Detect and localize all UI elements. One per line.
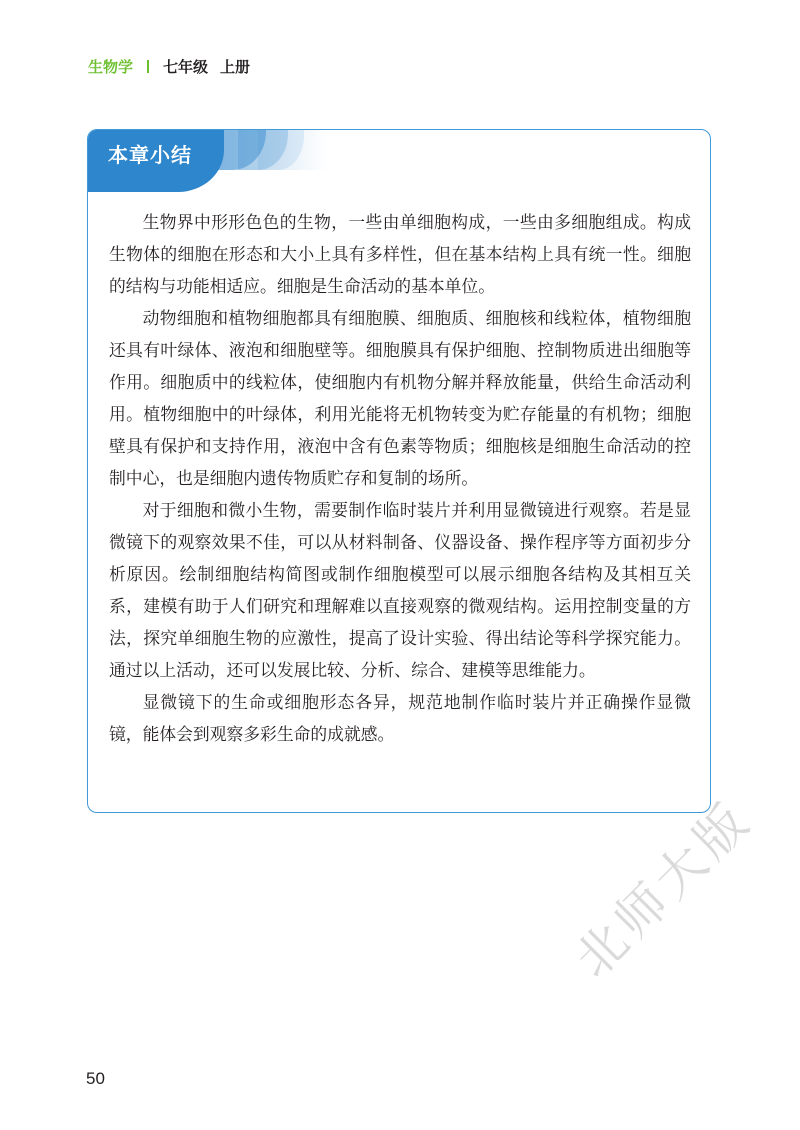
chapter-summary-box: [87, 129, 711, 813]
subject-name: 生物学: [88, 57, 134, 76]
summary-paragraph: 对于细胞和微小生物，需要制作临时装片并利用显微镜进行观察。若是显微镜下的观察效果不佳，可以从材料制备、仪器设备、操作程序等方面初步分析原因。绘制细胞结构简图或制作细胞模型可以展示细胞各结构及其相互关系，建模有助于人们研究和理解难以直接观察的微观结构。运用控制变量的方法，探究单细胞生物的应激性，提高了设计实验、得出结论等科学探究能力。通过以上活动，还可以发展比较、分析、综合、建模等思维能力。: [109, 500, 691, 680]
summary-title: 本章小结: [108, 143, 192, 167]
summary-paragraph: 生物界中形形色色的生物，一些由单细胞构成，一些由多细胞组成。构成生物体的细胞在形态和大小上具有多样性，但在基本结构上具有统一性。细胞的结构与功能相适应。细胞是生命活动的基本单位。: [109, 212, 691, 296]
page-number: 50: [86, 1069, 105, 1088]
summary-paragraph: 动物细胞和植物细胞都具有细胞膜、细胞质、细胞核和线粒体，植物细胞还具有叶绿体、液泡和细胞壁等。细胞膜具有保护细胞、控制物质进出细胞等作用。细胞质中的线粒体，使细胞内有机物分解并释放能量，供给生命活动利用。植物细胞中的叶绿体，利用光能将无机物转变为贮存能量的有机物；细胞壁具有保护和支持作用，液泡中含有色素等物质；细胞核是细胞生命活动的控制中心，也是细胞内遗传物质贮存和复制的场所。: [109, 308, 691, 488]
publisher-watermark: 北师大版: [563, 789, 764, 989]
volume-label: 上册: [220, 57, 251, 76]
running-header: [88, 56, 250, 76]
header-divider: [147, 60, 149, 73]
summary-body: [109, 206, 691, 750]
grade-label: 七年级: [163, 57, 209, 76]
summary-paragraph: 显微镜下的生命或细胞形态各异，规范地制作临时装片并正确操作显微镜，能体会到观察多彩生命的成就感。: [109, 692, 691, 744]
